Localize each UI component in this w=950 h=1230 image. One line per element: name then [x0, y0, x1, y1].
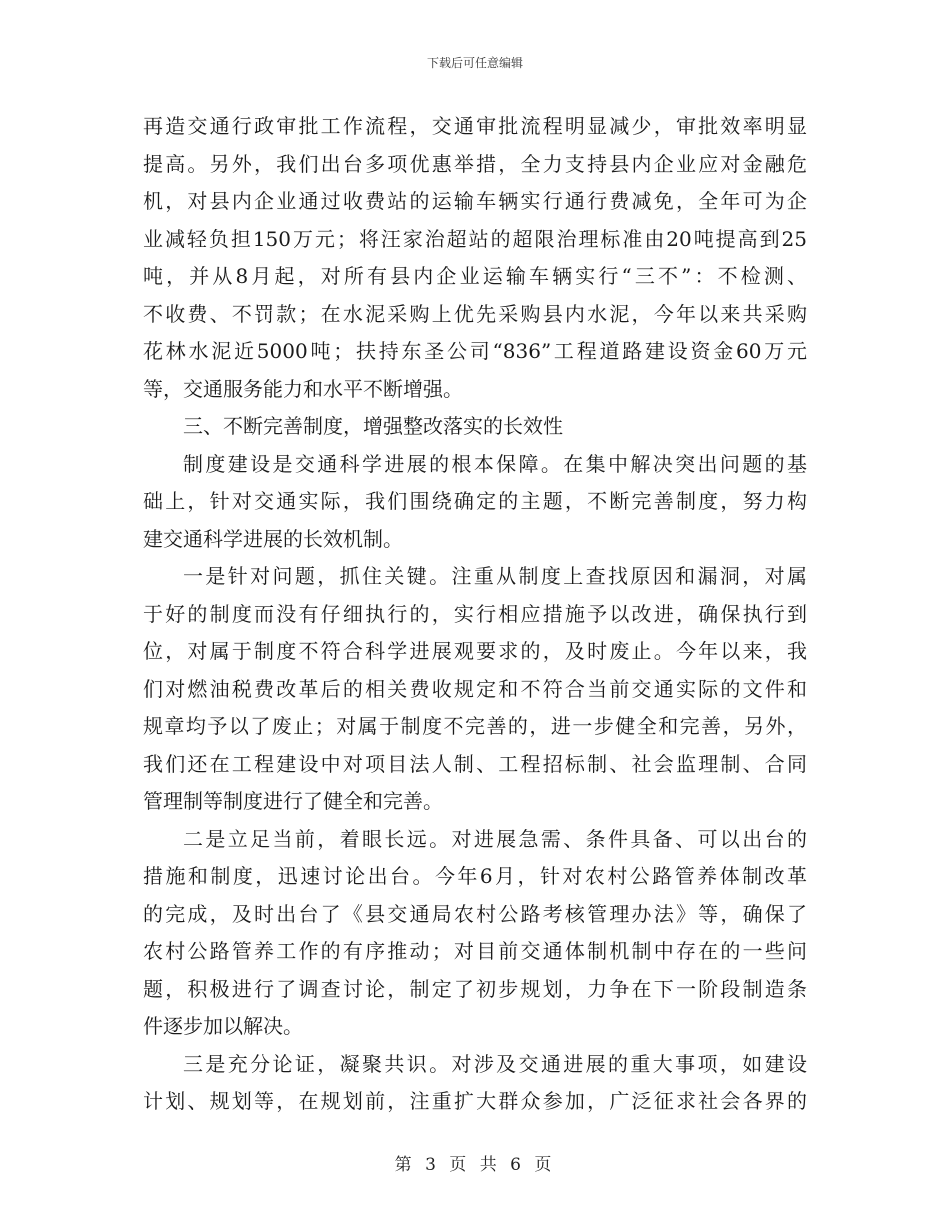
text-line: 提高。另外，我们出台多项优惠举措，全力支持县内企业应对金融危	[143, 151, 807, 176]
text-line: 花林水泥近5000吨；扶持东圣公司“836”工程道路建设资金60万元	[143, 339, 807, 363]
text-line: 机，对县内企业通过收费站的运输车辆实行通行费减免，全年可为企	[143, 189, 807, 213]
text-line: 再造交通行政审批工作流程，交通审批流程明显减少，审批效率明显	[143, 114, 807, 138]
text-line: 不收费、不罚款；在水泥采购上优先采购县内水泥，今年以来共采购	[143, 301, 807, 326]
text-line: 的完成，及时出台了《县交通局农村公路考核管理办法》等，确保了	[143, 901, 807, 926]
page-footer: 第 3 页 共 6 页	[394, 1155, 556, 1175]
text-line: 于好的制度而没有仔细执行的，实行相应措施予以改进，确保执行到	[143, 601, 807, 626]
text-line: 二是立足当前，着眼长远。对进展急需、条件具备、可以出台的	[183, 826, 807, 851]
text-line: 一是针对问题，抓住关键。注重从制度上查找原因和漏洞，对属	[183, 564, 807, 588]
text-line: 我们还在工程建设中对项目法人制、工程招标制、社会监理制、合同	[143, 751, 807, 776]
text-line: 业减轻负担150万元；将汪家治超站的超限治理标准由20吨提高到25	[143, 226, 807, 251]
text-line: 建交通科学进展的长效机制。	[143, 526, 403, 551]
text-line: 制度建设是交通科学进展的根本保障。在集中解决突出问题的基	[183, 451, 807, 476]
text-line: 规章均予以了废止；对属于制度不完善的，进一步健全和完善，另外，	[143, 714, 807, 738]
text-line: 农村公路管养工作的有序推动；对目前交通体制机制中存在的一些问	[143, 939, 807, 963]
text-line: 三是充分论证，凝聚共识。对涉及交通进展的重大事项，如建设	[183, 1051, 807, 1076]
text-line: 位，对属于制度不符合科学进展观要求的，及时废止。今年以来，我	[143, 639, 807, 663]
text-line: 题，积极进行了调查讨论，制定了初步规划，力争在下一阶段制造条	[143, 976, 807, 1001]
text-line: 础上，针对交通实际，我们围绕确定的主题，不断完善制度，努力构	[143, 489, 807, 513]
text-line: 计划、规划等，在规划前，注重扩大群众参加，广泛征求社会各界的	[143, 1089, 807, 1113]
text-line: 件逐步加以解决。	[143, 1014, 303, 1038]
text-line: 吨，并从8月起，对所有县内企业运输车辆实行“三不”：不检测、	[143, 264, 807, 288]
document-body	[143, 108, 807, 1121]
text-line: 们对燃油税费改革后的相关费收规定和不符合当前交通实际的文件和	[143, 676, 807, 701]
text-line: 三、不断完善制度，增强整改落实的长效性	[183, 414, 563, 438]
text-line: 管理制等制度进行了健全和完善。	[143, 789, 443, 813]
text-line: 措施和制度，迅速讨论出台。今年6月，针对农村公路管养体制改革	[143, 864, 807, 888]
text-line: 等，交通服务能力和水平不断增强。	[143, 376, 463, 401]
page-header: 下载后可任意编辑	[426, 56, 523, 70]
